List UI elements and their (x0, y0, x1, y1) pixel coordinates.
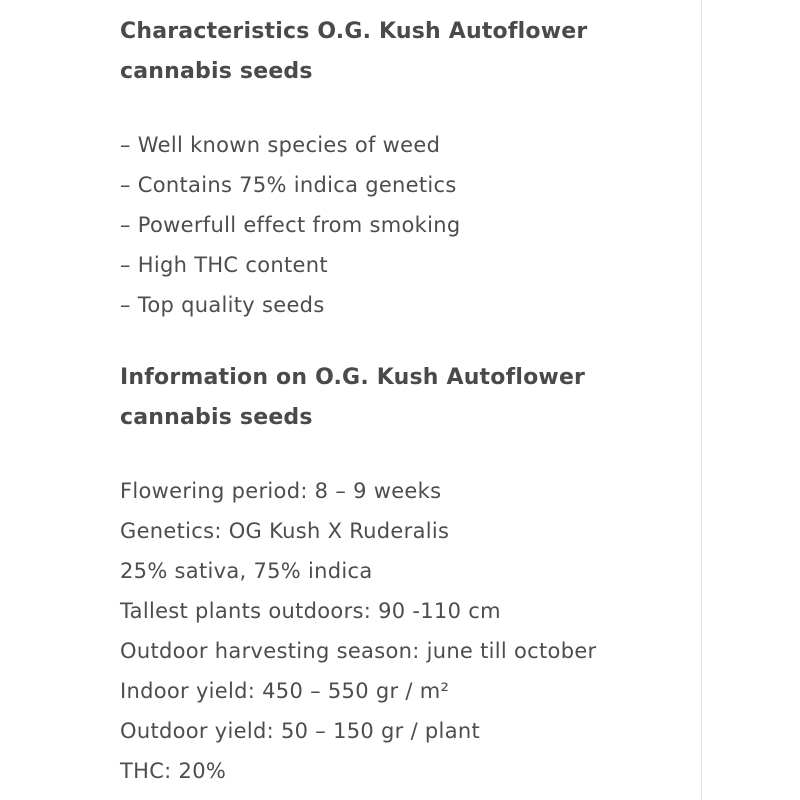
list-item: – Powerfull effect from smoking (120, 213, 461, 237)
characteristics-list (120, 125, 690, 325)
info-line-genetics: Genetics: OG Kush X Ruderalis (120, 519, 450, 543)
list-item: – Contains 75% indica genetics (120, 173, 457, 197)
characteristics-heading: Characteristics O.G. Kush Autoflower cannabis seeds (120, 19, 588, 84)
information-heading: Information on O.G. Kush Autoflower cannabis seeds (120, 365, 586, 430)
info-line-thc: THC: 20% (120, 759, 227, 783)
right-divider (701, 0, 702, 800)
info-line-harvest-season: Outdoor harvesting season: june till october (120, 639, 597, 663)
info-line-plant-height: Tallest plants outdoors: 90 -110 cm (120, 599, 501, 623)
list-item: – High THC content (120, 253, 328, 277)
list-item: – Well known species of weed (120, 133, 441, 157)
info-line-sativa-indica: 25% sativa, 75% indica (120, 559, 373, 583)
info-line-outdoor-yield: Outdoor yield: 50 – 150 gr / plant (120, 719, 481, 743)
list-item: – Top quality seeds (120, 293, 325, 317)
info-line-flowering-period: Flowering period: 8 – 9 weeks (120, 479, 442, 503)
information-list (120, 471, 690, 791)
info-line-indoor-yield: Indoor yield: 450 – 550 gr / m² (120, 679, 450, 703)
product-description (120, 12, 690, 791)
